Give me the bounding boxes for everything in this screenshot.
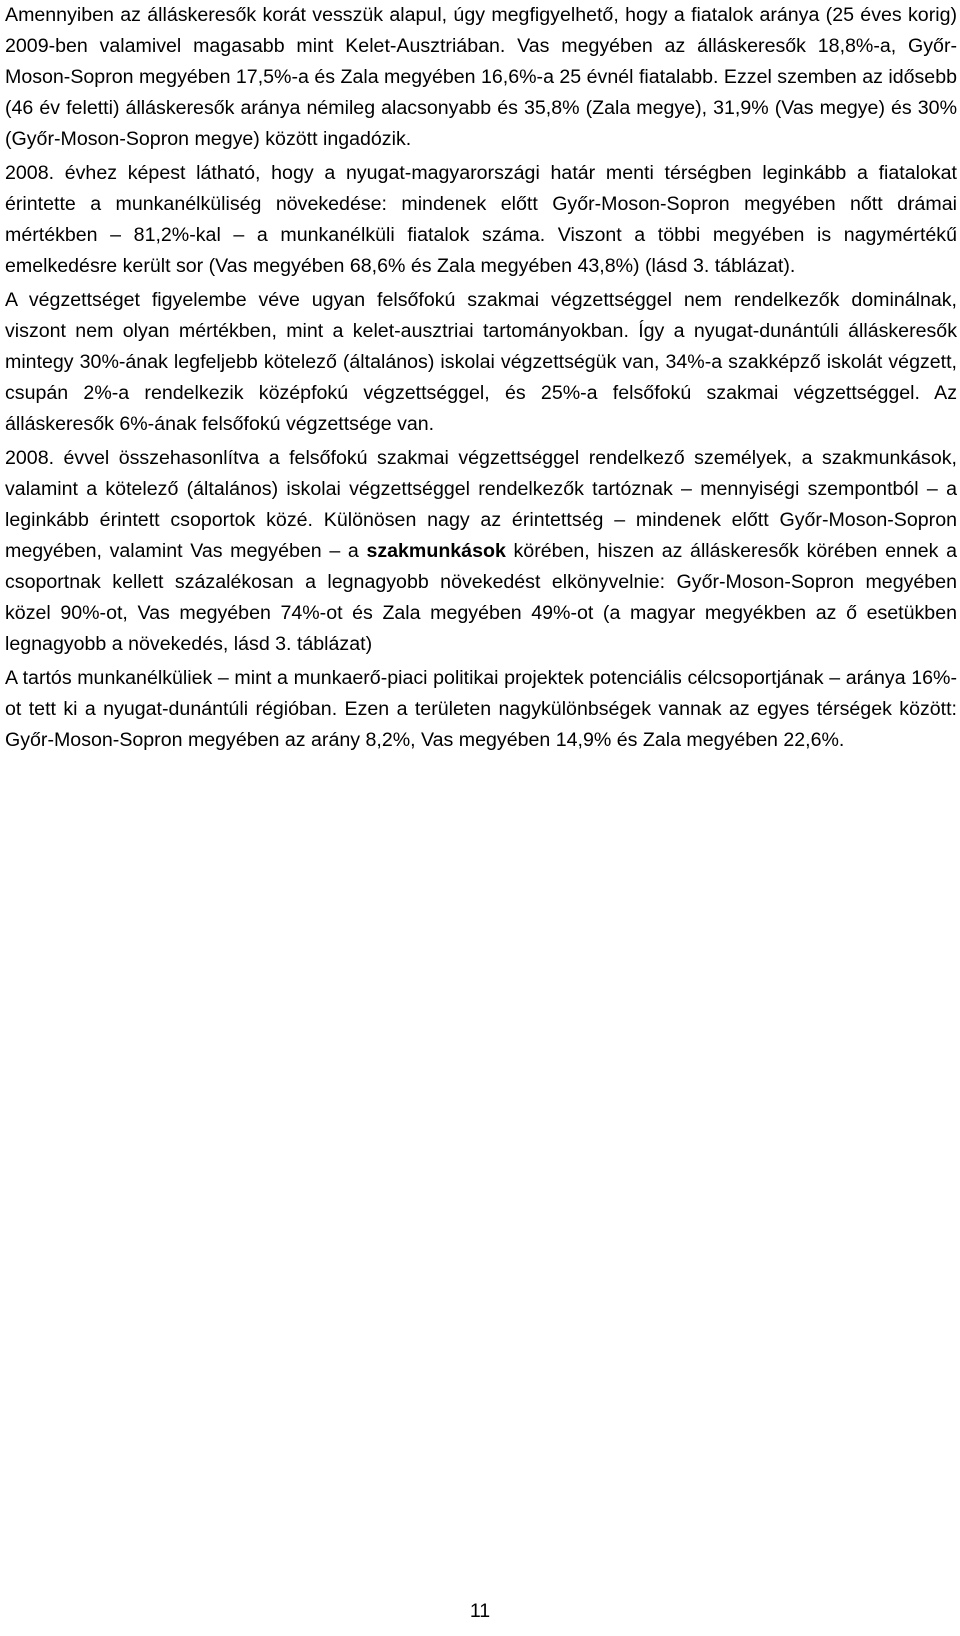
paragraph-text: körében, hiszen az álláskeresők körében ennek a csoportnak kellett százalékosan a legnagyobb növekedést elkönyvelnie: Győr-Moson-Sopron megyében közel 90%-ot, Vas megyében 74%-ot és Zala megyében 49%-ot (a magyar megyékben az ő esetükben legnagyobb a növekedés, lásd 3. táblázat) <box>5 540 957 655</box>
paragraph-text: 2008. évhez képest látható, hogy a nyugat-magyarországi határ menti térségben leginkább a fiatalokat érintette a munkanélküliség növekedése: mindenek előtt Győr-Moson-Sopron megyében nőtt drámai mértékben – 81,2%-kal – a munkanélküli fiatalok száma. Viszont a többi megyében is nagymértékű emelkedésre került sor (Vas megyében 68,6% és Zala megyében 43,8%) (lásd 3. táblázat). <box>5 162 957 277</box>
paragraph-text: Amennyiben az álláskeresők korát vesszük alapul, úgy megfigyelhető, hogy a fiatalok aránya (25 éves korig) 2009-ben valamivel magasabb mint Kelet-Ausztriában. Vas megyében az álláskeresők 18,8%-a, Győr-Moson-Sopron megyében 17,5%-a és Zala megyében 16,6%-a 25 évnél fiatalabb. Ezzel szemben az idősebb (46 év feletti) álláskeresők aránya némileg alacsonyabb és 35,8% (Zala megye), 31,9% (Vas megye) és 30% (Győr-Moson-Sopron megye) között ingadózik. <box>5 4 957 150</box>
paragraph-text: A végzettséget figyelembe véve ugyan felsőfokú szakmai végzettséggel nem rendelkezők dominálnak, viszont nem olyan mértékben, mint a kelet-ausztriai tartományokban. Így a nyugat-dunántúli álláskeresők mintegy 30%-ának legfeljebb kötelező (általános) iskolai végzettségük van, 34%-a szakképző iskolát végzett, csupán 2%-a rendelkezik középfokú végzettséggel, és 25%-a felsőfokú szakmai végzettséggel. Az álláskeresők 6%-ának felsőfokú végzettsége van. <box>5 289 957 435</box>
page-number: 11 <box>469 1600 491 1622</box>
paragraph-long-term-unemployed <box>5 663 957 756</box>
document-page <box>5 0 957 759</box>
paragraph-text: A tartós munkanélküliek – mint a munkaerő-piaci politikai projektek potenciális célcsoportjának – aránya 16%-ot tett ki a nyugat-dunántúli régióban. Ezen a területen nagykülönbségek vannak az egyes térségek között: Győr-Moson-Sopron megyében az arány 8,2%, Vas megyében 14,9% és Zala megyében 22,6%. <box>5 667 957 751</box>
paragraph-age-distribution <box>5 0 957 155</box>
paragraph-skilled-workers <box>5 443 957 660</box>
paragraph-text: 2008. évvel összehasonlítva a felsőfokú szakmai végzettséggel rendelkező személyek, a szakmunkások, valamint a kötelező (általános) iskolai végzettséggel rendelkezők tartóznak – mennyiségi szempontból – a leginkább érintett csoportok közé. Különösen nagy az érintettség – mindenek előtt Győr-Moson-Sopron megyében, valamint Vas megyében – a <box>5 447 957 562</box>
emphasis-skilled-workers: szakmunkások <box>366 540 506 562</box>
paragraph-youth-unemployment-growth <box>5 158 957 282</box>
paragraph-education-level <box>5 285 957 440</box>
